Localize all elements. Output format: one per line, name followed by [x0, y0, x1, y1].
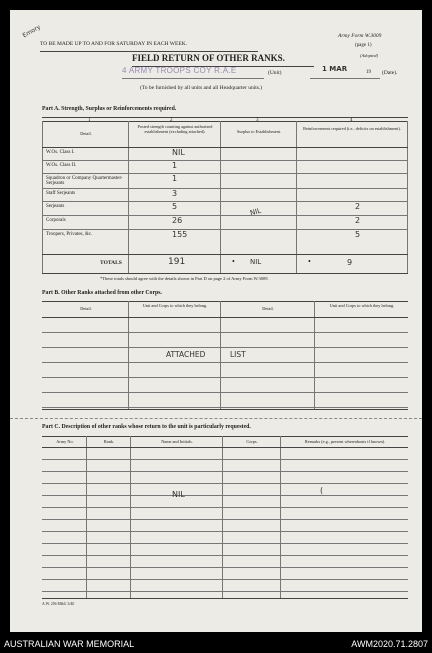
row-posted: 3 — [172, 189, 178, 198]
footer-institution: AUSTRALIAN WAR MEMORIAL — [4, 639, 135, 649]
part-b-heading: Part B. Other Ranks attached from other Corps. — [42, 290, 162, 296]
surplus-nil-handwritten: NIL — [249, 206, 263, 218]
attached-handwritten: ATTACHED — [166, 350, 206, 359]
date-label: (Date). — [382, 70, 398, 76]
row-posted: 155 — [172, 230, 188, 239]
unit-label: (Unit) — [268, 70, 282, 76]
c-header-army-no: Army No. — [56, 439, 74, 444]
row-reinforcements: 2 — [355, 216, 361, 225]
totals-posted: 191 — [168, 257, 186, 267]
totals-dot-1: • — [232, 257, 235, 266]
list-handwritten: LIST — [230, 350, 246, 359]
corner-annotation: Emory — [21, 23, 42, 40]
col-number-4: 4 — [350, 118, 353, 123]
row-detail: W.Os. Class I. — [46, 150, 75, 155]
nil-part-c: NIL — [172, 490, 185, 499]
col-header-detail: Detail. — [80, 131, 92, 136]
row-reinforcements: 2 — [355, 202, 361, 211]
row-detail: W.Os. Class II. — [46, 163, 77, 168]
b-header-detail-2: Detail. — [262, 306, 274, 311]
b-header-unit-1: Unit and Corps to which they belong. — [142, 303, 208, 308]
row-posted: NIL — [172, 148, 185, 157]
totals-dot-2: • — [308, 257, 311, 266]
c-header-corps: Corps. — [246, 439, 258, 444]
totals-label: TOTALS — [100, 260, 122, 266]
date-handwritten: 1 MAR — [322, 65, 348, 73]
row-detail: Serjeants — [46, 204, 65, 209]
unit-stamp: 4 ARMY TROOPS COY R.A.E — [122, 66, 237, 75]
b-header-detail-1: Detail. — [80, 306, 92, 311]
totals-surplus: NIL — [250, 258, 262, 266]
archive-footer — [0, 636, 432, 653]
header-instruction: TO BE MADE UP TO AND FOR SATURDAY IN EACH WEEK. — [40, 41, 188, 47]
form-sheet — [10, 10, 422, 632]
totals-reinforcements: 9 — [347, 258, 353, 267]
footer-reference: AWM2020.71.2807 — [351, 639, 428, 649]
row-detail: Troopers, Privates, &c. — [46, 232, 93, 237]
part-c-heading: Part C. Description of other ranks whose return to the unit is particularly requested. — [42, 424, 251, 430]
row-posted: 5 — [172, 202, 178, 211]
col-header-posted: Posted strength counting against authorized establishment (excluding attached). — [137, 124, 213, 134]
row-posted: 26 — [172, 216, 183, 225]
part-a-heading: Part A. Strength, Surplus or Reinforcements required. — [42, 106, 177, 112]
form-number: Army Form W.3009 — [338, 33, 382, 39]
row-posted: 1 — [172, 161, 178, 170]
page-number: (page 1) — [355, 43, 372, 48]
col-number-1: 1 — [88, 118, 91, 123]
remark-mark: ( — [320, 486, 324, 495]
furnish-note: (To be furnished by all units and all Headquarter units.) — [140, 85, 263, 91]
col-number-2: 2 — [170, 118, 173, 123]
c-header-rank: Rank. — [103, 439, 115, 444]
b-header-unit-2: Unit and Corps to which they belong. — [329, 303, 395, 308]
totals-footnote: *These totals should agree with the details shown in Part D on page 2 of Army Form W.3009. — [100, 276, 269, 281]
date-year-prefix: 19 — [366, 70, 371, 75]
adopted-note: (Adopted) — [360, 53, 378, 58]
c-header-name: Name and Initials. — [161, 439, 193, 444]
col-header-reinforcements: Reinforcements required (i.e., deficits on establishment). — [303, 126, 401, 131]
form-title: FIELD RETURN OF OTHER RANKS. — [132, 53, 285, 63]
col-header-surplus: Surplus to Establishment. — [236, 129, 282, 134]
row-posted: 1 — [172, 174, 178, 183]
row-detail: Corporals — [46, 218, 66, 223]
printer-code: A.W. 256 M&G 3/40 — [42, 602, 75, 606]
row-detail: Squadron or Company Quartermaster-Serjeants — [46, 176, 123, 187]
c-header-remarks: Remarks (e.g., present whereabouts if known). — [304, 439, 386, 444]
row-detail: Staff Serjeants — [46, 191, 76, 196]
col-number-3: 3 — [256, 118, 259, 123]
row-reinforcements: 5 — [355, 230, 361, 239]
